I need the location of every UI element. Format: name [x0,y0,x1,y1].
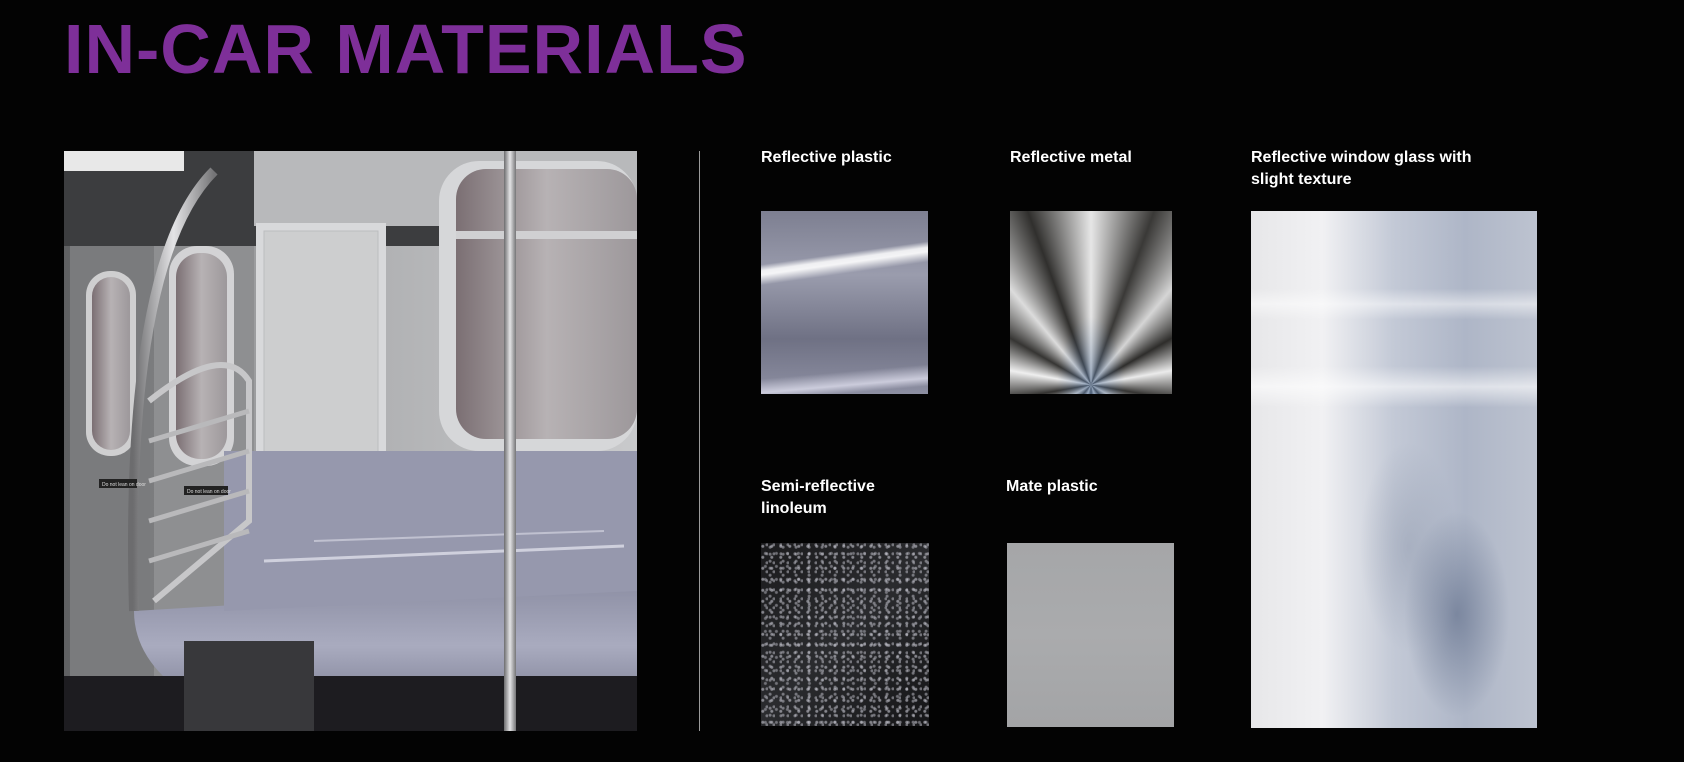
door-sign-left: Do not lean on door [102,482,146,488]
label-line-2: slight texture [1251,171,1352,188]
subway-interior-photo [64,151,637,731]
reflective-window-glass-swatch [1251,211,1537,728]
mate-plastic-swatch [1007,543,1174,727]
reflective-metal-swatch [1010,211,1172,394]
page-title: IN-CAR MATERIALS [64,10,748,88]
reflective-metal-label: Reflective metal [1010,149,1132,166]
reflective-window-glass-label [1251,147,1472,191]
semi-reflective-linoleum-label [761,476,875,520]
label-line-1: Reflective window glass with [1251,149,1472,166]
reflective-plastic-label: Reflective plastic [761,149,892,166]
door-sign-right: Do not lean on door [187,489,231,495]
label-line-1: Semi-reflective [761,478,875,495]
vertical-divider [699,151,700,731]
mate-plastic-label: Mate plastic [1006,478,1098,495]
semi-reflective-linoleum-swatch [761,543,929,726]
label-line-2: linoleum [761,500,827,517]
reflective-plastic-swatch [761,211,928,394]
